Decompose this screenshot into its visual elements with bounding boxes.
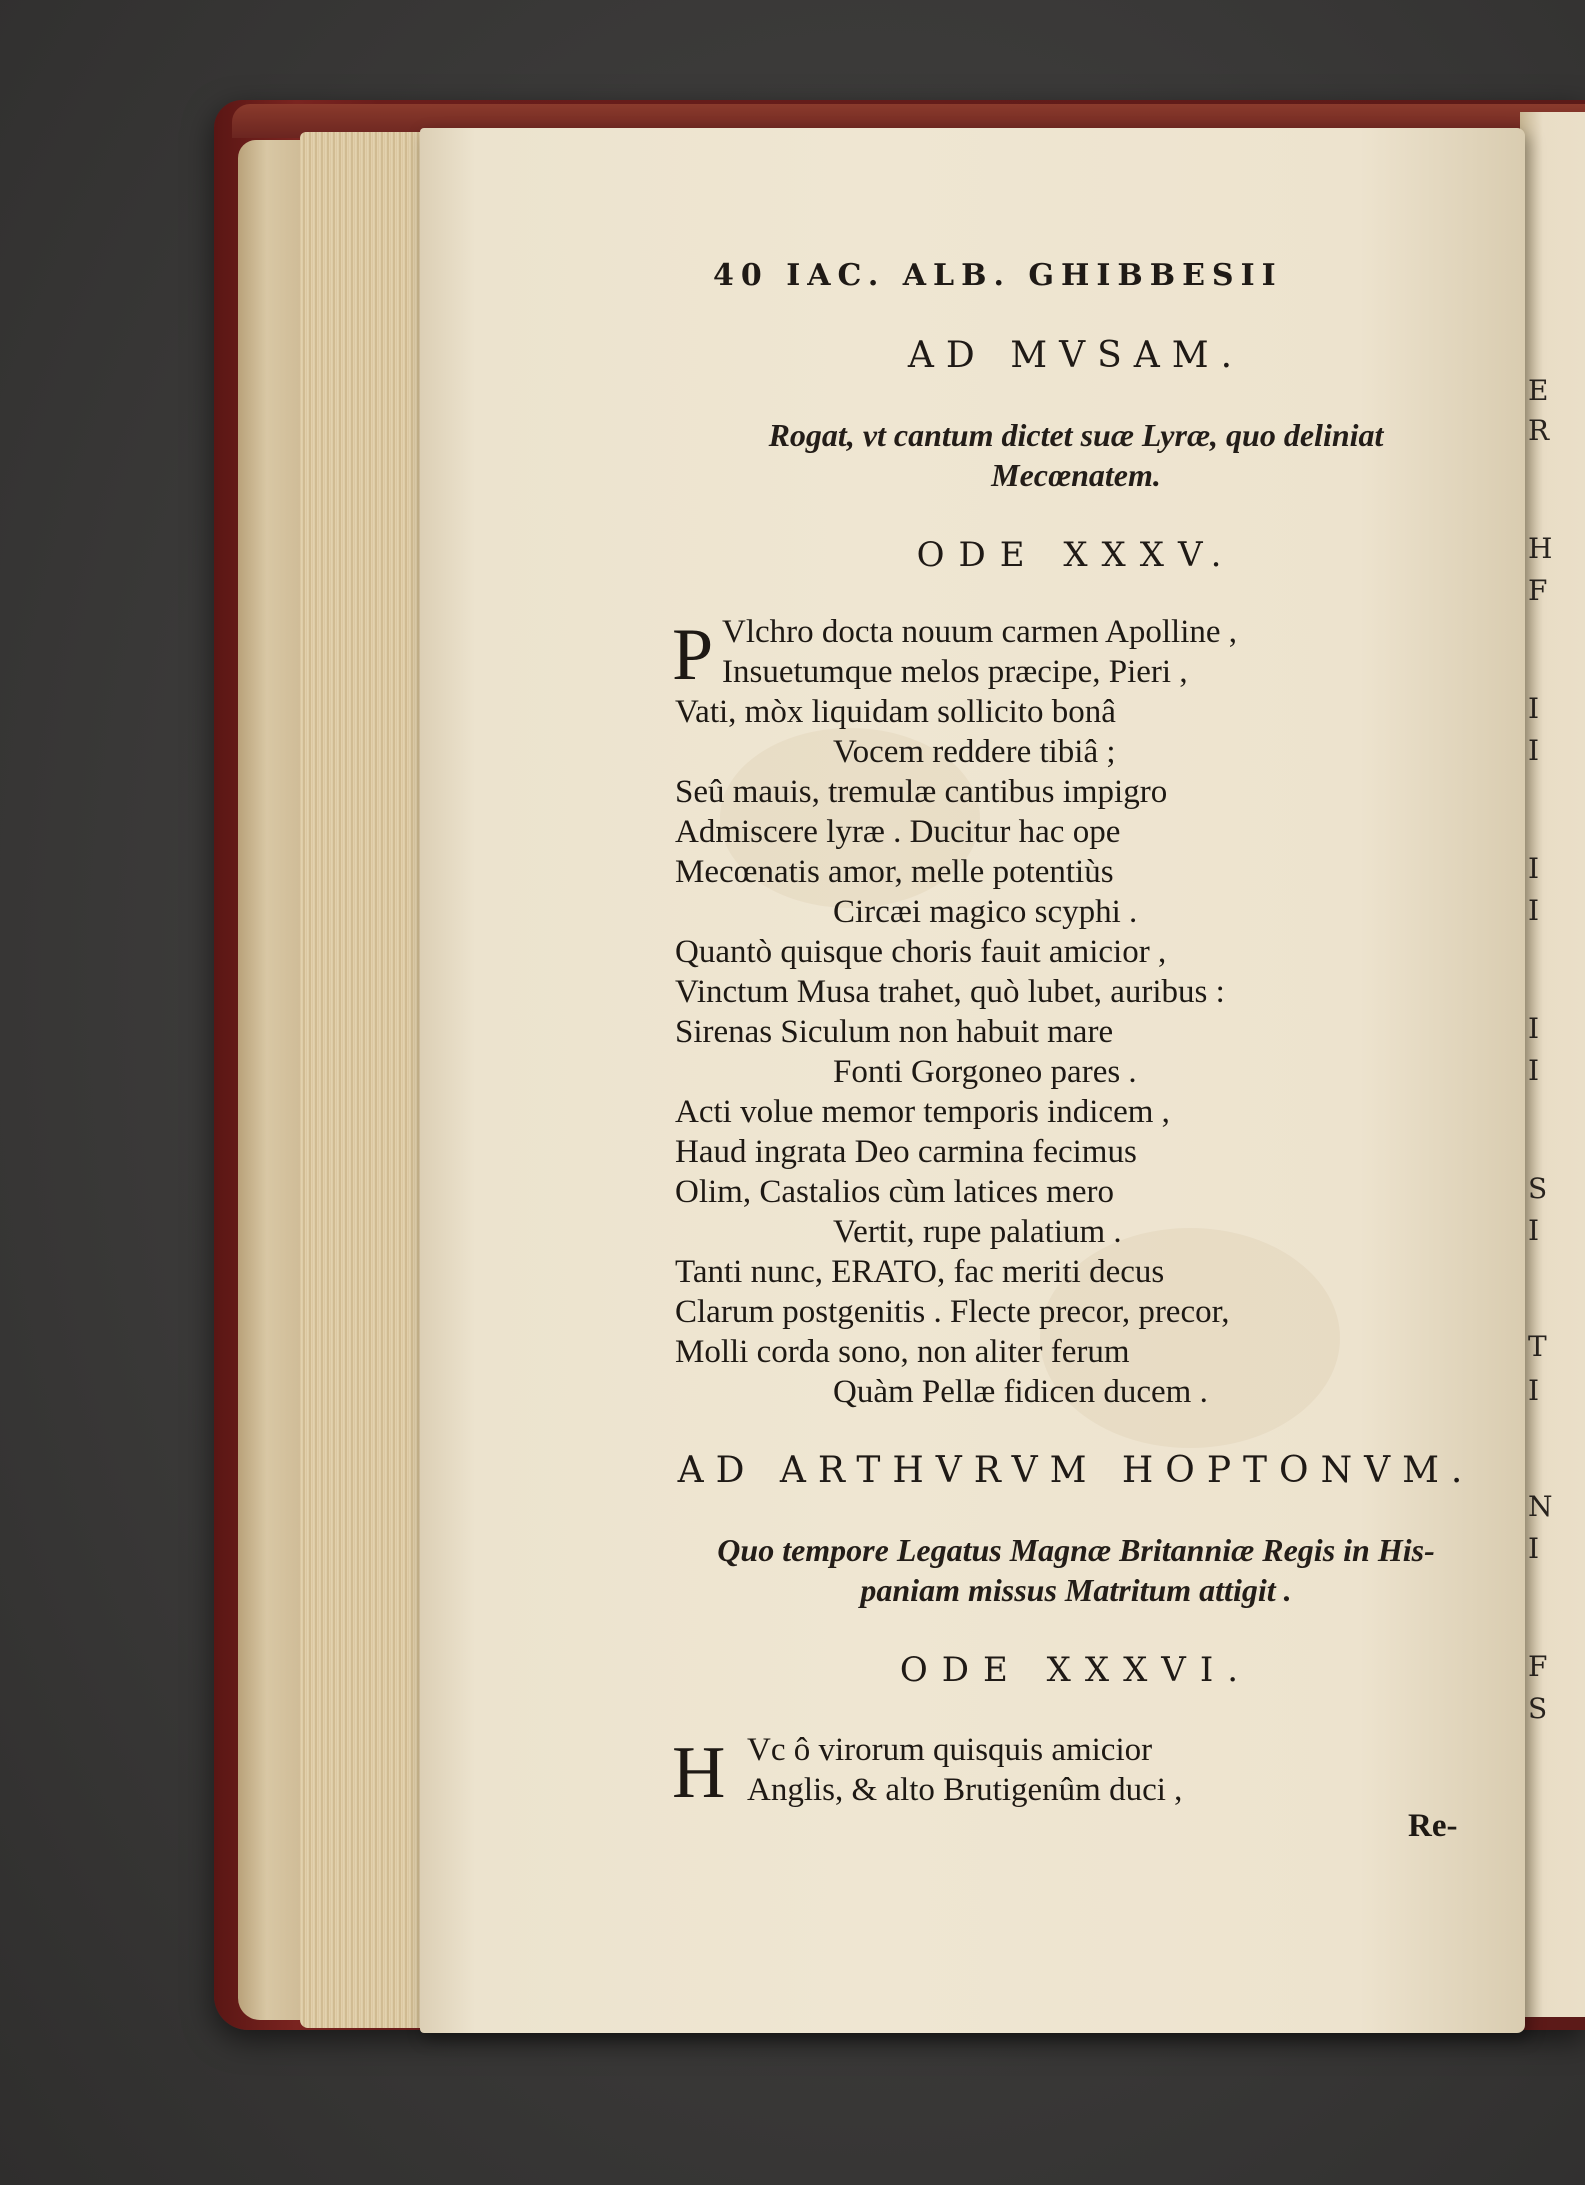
verse-line: Mecœnatis amor, melle potentiùs [675, 854, 1114, 890]
running-head: 40 IAC. ALB. GHIBBESII [713, 258, 1283, 293]
facing-letter: R [1528, 414, 1550, 447]
verse-line: Molli corda sono, non aliter ferum [675, 1334, 1130, 1370]
ode-number: ODE XXXV. [916, 535, 1236, 575]
verse-line: Acti volue memor temporis indicem , [675, 1094, 1170, 1130]
drop-cap: H [672, 1732, 726, 1814]
poem-argument-line: Quo tempore Legatus Magnæ Britanniæ Regis in His- [717, 1532, 1435, 1568]
verse-line: Quàm Pellæ fidicen ducem . [833, 1374, 1208, 1410]
facing-letter: T [1528, 1330, 1547, 1363]
facing-letter: I [1528, 1054, 1540, 1087]
facing-letter: I [1528, 1012, 1540, 1045]
verse-line: Olim, Castalios cùm latices mero [675, 1174, 1114, 1210]
facing-letter: I [1528, 1214, 1540, 1247]
verse-line: Vinctum Musa trahet, quò lubet, auribus : [675, 974, 1225, 1010]
facing-letter: I [1528, 734, 1540, 767]
facing-letter: I [1528, 852, 1540, 885]
facing-letter: S [1528, 1692, 1548, 1725]
ode-number: ODE XXXVI. [899, 1650, 1253, 1690]
verse-line: Sirenas Siculum non habuit mare [675, 1014, 1114, 1050]
facing-letter: E [1528, 374, 1549, 407]
catchword: Re- [1408, 1808, 1458, 1844]
verse-line: Vlchro docta nouum carmen Apolline , [722, 614, 1238, 650]
verse-line: Vc ô virorum quisquis amicior [747, 1732, 1153, 1768]
facing-letter: I [1528, 1374, 1540, 1407]
verse-line: Tanti nunc, ERATO, fac meriti decus [675, 1254, 1165, 1290]
poem-title: AD MVSAM. [907, 335, 1245, 376]
facing-letter: S [1528, 1172, 1548, 1205]
verse-line: Haud ingrata Deo carmina fecimus [675, 1134, 1137, 1170]
poem-argument-line: Rogat, vt cantum dictet suæ Lyræ, quo deliniat [768, 417, 1384, 453]
page-edges [300, 132, 428, 2028]
verse-line: Clarum postgenitis . Flecte precor, precor, [675, 1294, 1230, 1330]
verse-line: Admiscere lyræ . Ducitur hac ope [675, 814, 1121, 850]
poem-title: AD ARTHVRVM HOPTONVM. [677, 1450, 1475, 1491]
drop-cap: P [672, 614, 714, 696]
verse-line: Vocem reddere tibiâ ; [833, 734, 1116, 770]
verse-line: Vertit, rupe palatium . [833, 1214, 1122, 1250]
facing-letter: F [1528, 574, 1548, 607]
poem-argument-line: paniam missus Matritum attigit . [860, 1572, 1292, 1608]
verse-line: Fonti Gorgoneo pares . [833, 1054, 1137, 1090]
facing-letter: I [1528, 1532, 1540, 1565]
verse-line: Circæi magico scyphi . [833, 894, 1138, 930]
facing-letter: I [1528, 894, 1540, 927]
verse-line: Anglis, & alto Brutigenûm duci , [747, 1772, 1183, 1808]
facing-letter: F [1528, 1650, 1548, 1683]
poem-argument-line: Mecœnatem. [991, 457, 1161, 493]
facing-letter: H [1528, 532, 1553, 565]
verse-line: Vati, mòx liquidam sollicito bonâ [675, 694, 1116, 730]
facing-letter: I [1528, 692, 1540, 725]
verse-line: Insuetumque melos præcipe, Pieri , [722, 654, 1188, 690]
verse-line: Seû mauis, tremulæ cantibus impigro [675, 774, 1168, 810]
verse-line: Quantò quisque choris fauit amicior , [675, 934, 1167, 970]
facing-letter: N [1528, 1490, 1553, 1523]
facing-page [1520, 112, 1585, 2017]
